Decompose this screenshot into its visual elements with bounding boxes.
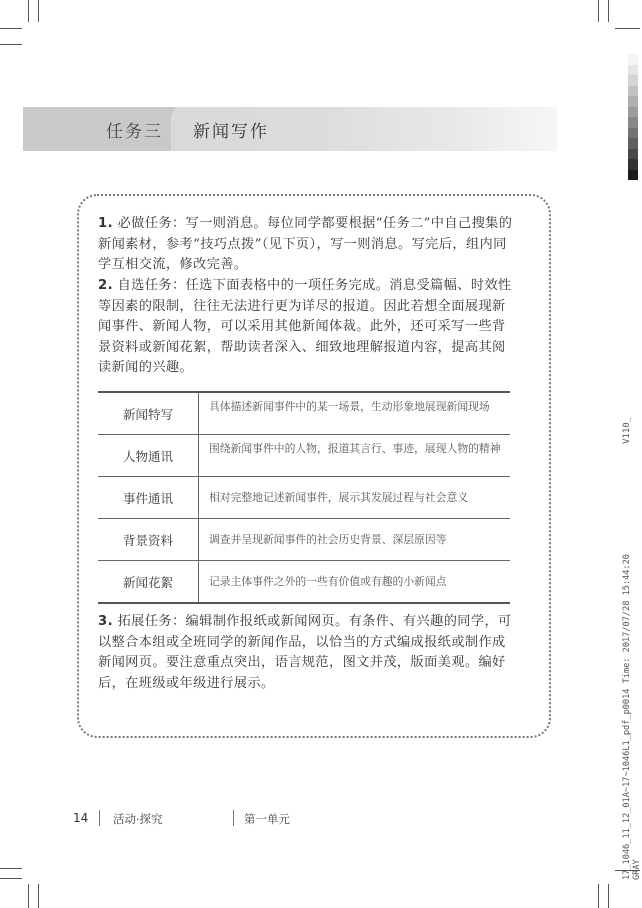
side-job-line: 17_1046_11_12_01A~17~1046L1_pdf_p0014 Time: 2017/07/28 15:44:20 <box>622 554 632 880</box>
task-item-2 <box>98 276 516 379</box>
crop-mark <box>615 28 640 29</box>
page-number: 14 <box>73 811 89 825</box>
genre-cell: 人物通讯 <box>98 435 199 476</box>
crop-mark <box>28 884 29 908</box>
genre-cell: 新闻特写 <box>98 393 199 434</box>
genre-cell: 新闻花絮 <box>98 561 199 602</box>
description-cell: 记录主体事件之外的一些有价值或有趣的小新闻点 <box>209 575 447 588</box>
footer-section: 活动·探究 <box>113 812 163 826</box>
table-row <box>98 518 510 560</box>
genre-cell: 背景资料 <box>98 519 199 560</box>
task-item-3 <box>98 612 516 694</box>
item-number: 1. <box>98 216 113 231</box>
description-cell: 具体描述新闻事件中的某一场景，生动形象地展现新闻现场 <box>209 400 490 413</box>
crop-mark <box>38 0 39 22</box>
crop-mark <box>598 0 599 22</box>
item-number: 2. <box>98 278 113 293</box>
item-text: 拓展任务：编辑制作报纸或新闻网页。有条件、有兴趣的同学，可以整合本组或全班同学的新闻作品，以恰当的方式编成报纸或制作成新闻网页。要注意重点突出，语言规范，图文并茂，版面美观。编好后，在班级或年级进行展示。 <box>98 614 512 691</box>
crop-mark <box>38 884 39 908</box>
description-cell: 围绕新闻事件中的人物，报道其言行、事迹，展现人物的精神 <box>209 442 501 455</box>
table-row <box>98 434 510 476</box>
news-genre-table <box>98 391 510 604</box>
table-row <box>98 560 510 602</box>
crop-mark <box>0 44 22 45</box>
footer-unit: 第一单元 <box>244 812 290 826</box>
crop-mark <box>608 0 609 22</box>
footer-divider <box>99 810 100 826</box>
crop-mark <box>608 884 609 908</box>
crop-mark <box>0 868 22 869</box>
item-number: 3. <box>98 614 113 629</box>
description-cell: 相对完整地记述新闻事件，展示其发展过程与社会意义 <box>209 491 469 504</box>
side-code: V110_ <box>622 416 632 444</box>
crop-mark <box>0 28 22 29</box>
crop-mark <box>28 0 29 22</box>
genre-cell: 事件通讯 <box>98 477 199 518</box>
color-calibration-strip <box>628 54 638 180</box>
description-cell: 调查并呈现新闻事件的社会历史背景、深层原因等 <box>209 533 447 546</box>
crop-mark <box>0 878 22 879</box>
crop-mark <box>598 884 599 908</box>
task-label: 任务三 <box>106 122 163 142</box>
footer-divider <box>233 810 234 826</box>
table-row <box>98 476 510 518</box>
side-gray-mark: GRAY <box>632 859 642 880</box>
item-text: 自选任务：任选下面表格中的一项任务完成。消息受篇幅、时效性等因素的限制，往往无法进行更为详尽的报道。因此若想全面展现新闻事件、新闻人物，可以采用其他新闻体裁。此外，还可采写一些背景资料或新闻花絮，帮助读者深入、细致地理解报道内容，提高其阅读新闻的兴趣。 <box>98 278 512 375</box>
task-title: 新闻写作 <box>193 122 269 142</box>
table-row <box>98 393 510 434</box>
item-text: 必做任务：写一则消息。每位同学都要根据“任务二”中自己搜集的新闻素材，参考“技巧点拨”（见下页），写一则消息。写完后，组内同学互相交流，修改完善。 <box>98 216 513 272</box>
task-item-1 <box>98 214 516 276</box>
